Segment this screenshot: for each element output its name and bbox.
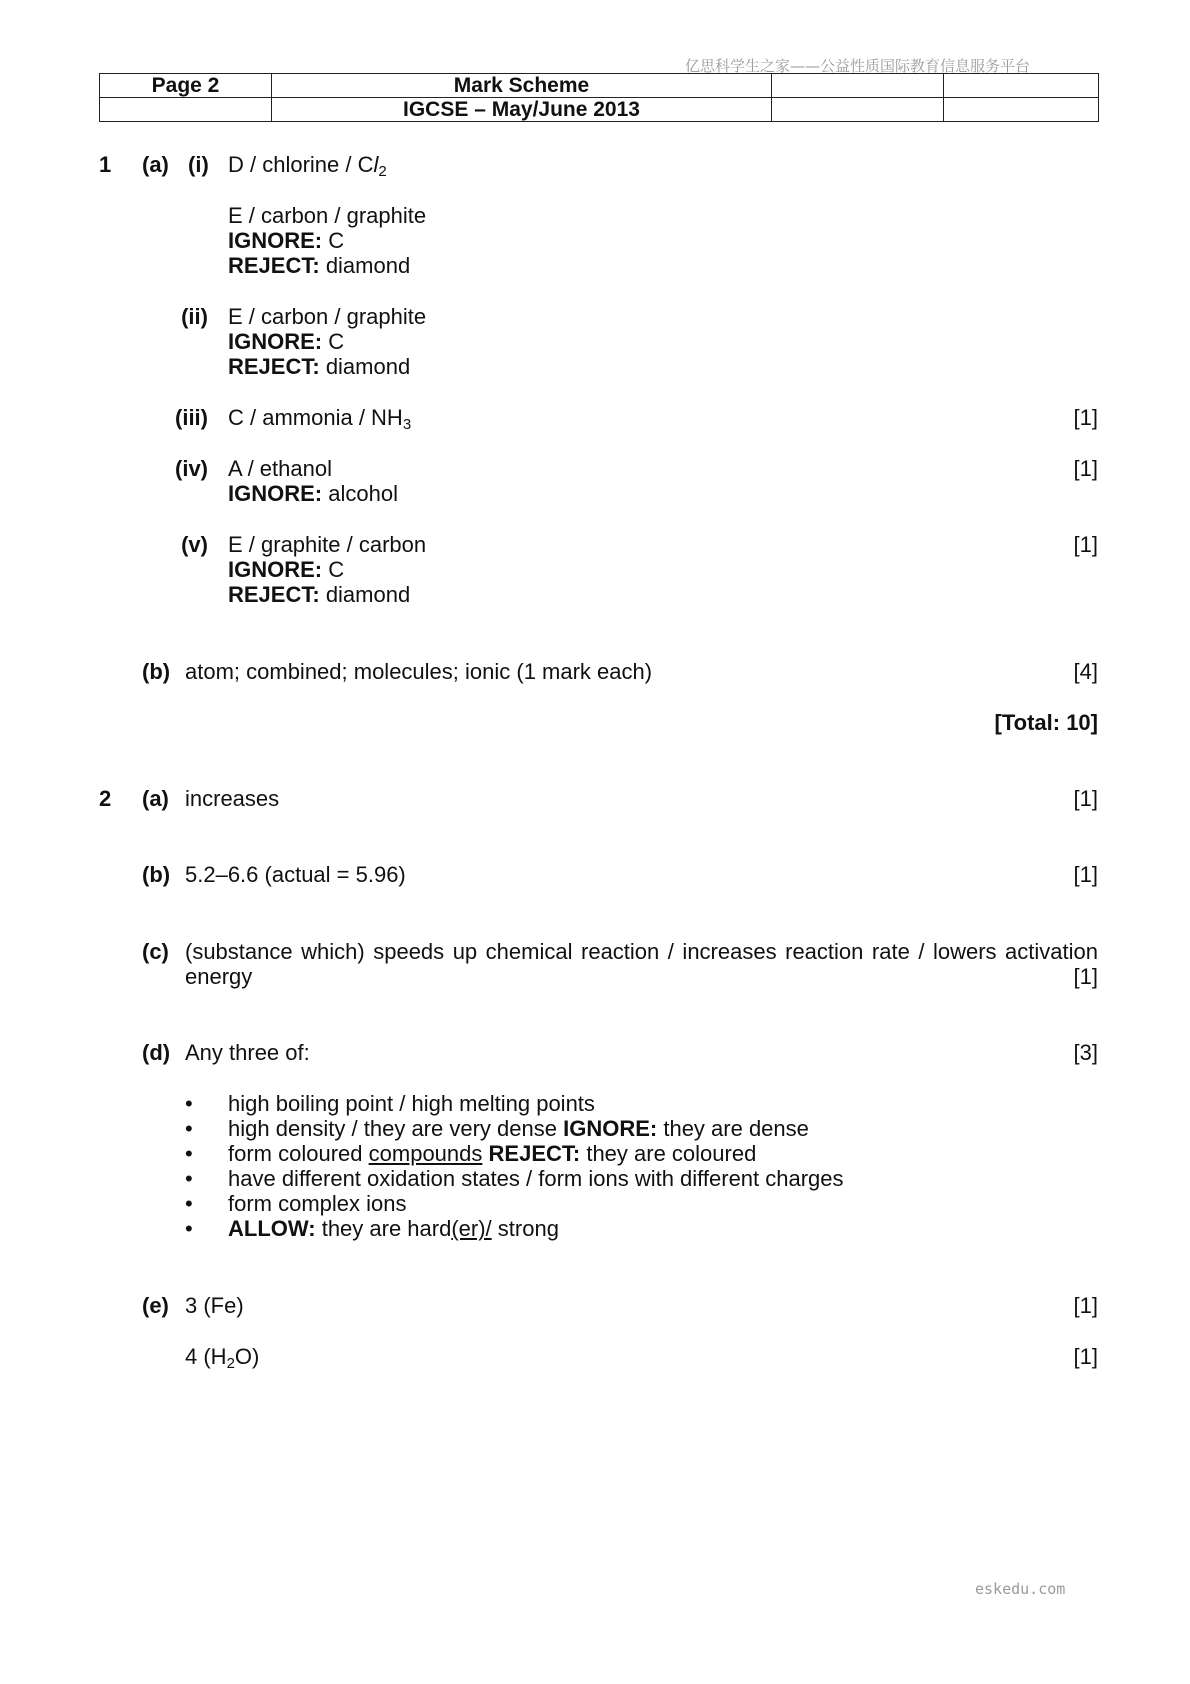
q1-number: 1 (99, 152, 112, 177)
q2-c-answer-line1: (substance which) speeds up chemical reaction / increases reaction rate / lowers activation (185, 939, 1098, 964)
bullet-icon: • (185, 1191, 193, 1216)
q1-a-iii-label: (iii) (175, 405, 208, 430)
q2-c-answer-line2: energy (185, 964, 253, 989)
q1-a-iv-answer: A / ethanol (228, 456, 332, 481)
q2-b-mark: [1] (1073, 862, 1098, 887)
q1-a-v-reject: REJECT: diamond (228, 582, 411, 607)
header-table (99, 73, 1099, 122)
q1-a-i-answer: D / chlorine / $Cl_2$ (228, 152, 387, 180)
q1-total: [Total: 10] (994, 710, 1098, 735)
q2-number: 2 (99, 786, 112, 811)
q1-a-i-label: (i) (188, 152, 209, 177)
q2-e-mark-2: [1] (1073, 1344, 1098, 1369)
bullet-icon: • (185, 1216, 193, 1241)
bullet-icon: • (185, 1141, 193, 1166)
header-empty-2 (944, 74, 1099, 98)
q1-a-iv-ignore: IGNORE: alcohol (228, 481, 398, 506)
q2-c-label: (c) (142, 939, 169, 964)
q2-e-answer-1: 3 (Fe) (185, 1293, 244, 1318)
q1-a-v-mark: [1] (1073, 532, 1098, 557)
q1-b-mark: [4] (1073, 659, 1098, 684)
q2-d-mark: [3] (1073, 1040, 1098, 1065)
q1-a-ii-answer: E / carbon / graphite (228, 304, 427, 329)
header-page: Page 2 (100, 74, 272, 98)
header-empty-5 (944, 98, 1099, 122)
q2-e-answer-2: 4 $(H_2O)$ (185, 1344, 260, 1372)
q1-a-v-ignore: IGNORE: C (228, 557, 345, 582)
header-exam: IGCSE – May/June 2013 (272, 98, 772, 122)
header-title: Mark Scheme (272, 74, 772, 98)
q2-b-answer: 5.2–6.6 (actual = 5.96) (185, 862, 406, 887)
list-item: ALLOW: they are hard(er)/ strong (228, 1216, 559, 1241)
q2-d-intro: Any three of: (185, 1040, 310, 1065)
q2-c-mark: [1] (1073, 964, 1098, 989)
q2-a-mark: [1] (1073, 786, 1098, 811)
bullet-icon: • (185, 1091, 193, 1116)
q2-e-mark-1: [1] (1073, 1293, 1098, 1318)
watermark-top: 亿思科学生之家——公益性质国际教育信息服务平台 (685, 57, 1031, 75)
q1-a-i-reject: REJECT: diamond (228, 253, 411, 278)
header-empty-3 (100, 98, 272, 122)
q1-a-iii-answer: C / ammonia / $NH_3$ (228, 405, 412, 433)
q1-a-ii-ignore: IGNORE: C (228, 329, 345, 354)
list-item: form coloured compounds REJECT: they are coloured (228, 1141, 757, 1166)
q2-a-label: (a) (142, 786, 169, 811)
q1-a-ii-reject: REJECT: diamond (228, 354, 411, 379)
list-item: form complex ions (228, 1191, 407, 1216)
list-item: have different oxidation states / form ions with different charges (228, 1166, 844, 1191)
q1-a-i-answer-2: E / carbon / graphite (228, 203, 427, 228)
q1-b-answer: atom; combined; molecules; ionic (1 mark each) (185, 659, 653, 684)
header-empty-1 (772, 74, 944, 98)
q1-a-v-answer: E / graphite / carbon (228, 532, 427, 557)
watermark-bottom: eskedu.com (975, 1580, 1066, 1598)
q1-a-iv-mark: [1] (1073, 456, 1098, 481)
list-item: high density / they are very dense IGNORE: they are dense (228, 1116, 809, 1141)
q1-a-ii-label: (ii) (181, 304, 208, 329)
q1-b-label: (b) (142, 659, 171, 684)
list-item: high boiling point / high melting points (228, 1091, 595, 1116)
q1-a-v-label: (v) (181, 532, 208, 557)
bullet-icon: • (185, 1166, 193, 1191)
header-empty-4 (772, 98, 944, 122)
q2-d-label: (d) (142, 1040, 171, 1065)
q2-e-label: (e) (142, 1293, 169, 1318)
bullet-icon: • (185, 1116, 193, 1141)
q1-a-iii-mark: [1] (1073, 405, 1098, 430)
q1-a-label: (a) (142, 152, 169, 177)
q1-a-i-ignore: IGNORE: C (228, 228, 345, 253)
q1-a-iv-label: (iv) (175, 456, 208, 481)
q2-a-answer: increases (185, 786, 280, 811)
q2-b-label: (b) (142, 862, 171, 887)
